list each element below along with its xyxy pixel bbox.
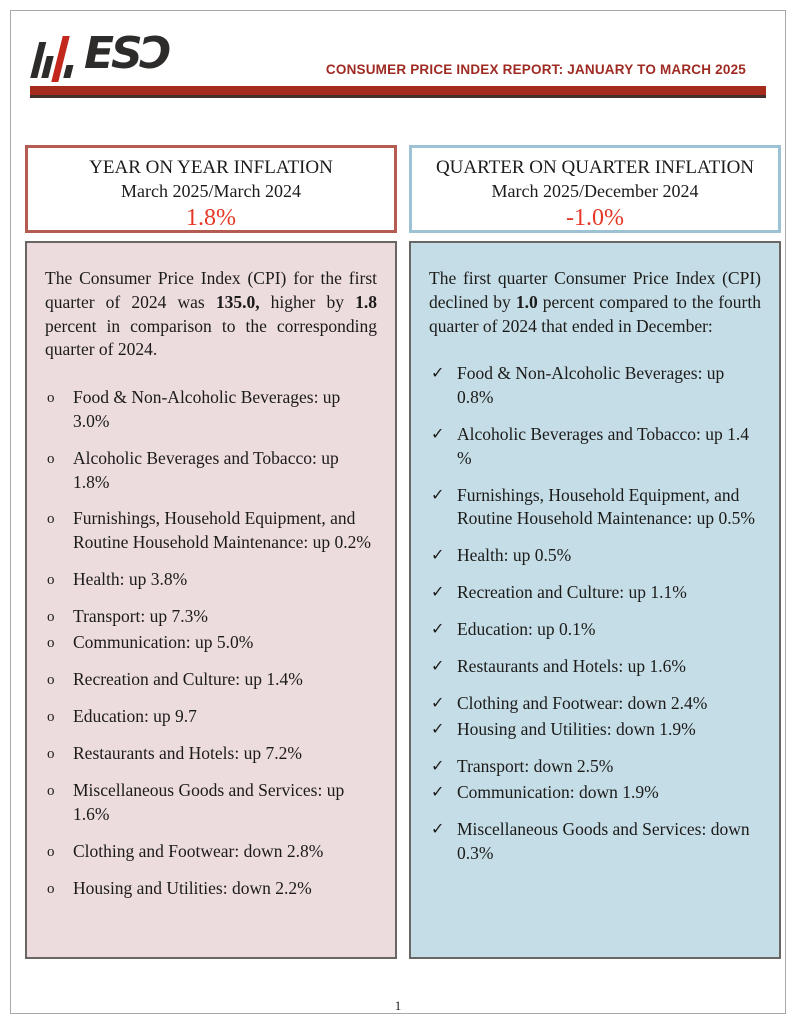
page-number: 1 bbox=[394, 998, 402, 1013]
category-item-text: Housing and Utilities: down 1.9% bbox=[457, 719, 696, 740]
circle-bullet-icon: o bbox=[47, 708, 55, 725]
category-list-item bbox=[431, 755, 763, 779]
report-title: CONSUMER PRICE INDEX REPORT: JANUARY TO MARCH 2025 bbox=[325, 62, 746, 77]
category-list-item bbox=[431, 692, 763, 716]
category-list-item bbox=[47, 568, 379, 592]
columns bbox=[25, 145, 781, 959]
category-item-text: Alcoholic Beverages and Tobacco: up 1.4 % bbox=[457, 423, 749, 468]
circle-bullet-icon: o bbox=[47, 571, 55, 588]
category-item-text: Miscellaneous Goods and Services: down 0.3% bbox=[457, 819, 750, 863]
quarter-on-quarter-title: QUARTER ON QUARTER INFLATION bbox=[435, 157, 755, 178]
year-on-year-headline-box bbox=[25, 145, 397, 233]
category-item-text: Restaurants and Hotels: up 7.2% bbox=[73, 742, 302, 763]
circle-bullet-icon: o bbox=[47, 390, 55, 407]
category-item-text: Furnishings, Household Equipment, and Routine Household Maintenance: up 0.2% bbox=[73, 508, 371, 553]
quarter-on-quarter-period: March 2025/December 2024 bbox=[491, 181, 699, 201]
checkmark-bullet-icon: ✓ bbox=[431, 695, 445, 713]
category-list-item bbox=[47, 779, 379, 827]
category-list-item bbox=[47, 877, 379, 901]
year-on-year-intro: The Consumer Price Index (CPI) for the first quarter of 2024 was 135.0, higher by 1.8 percent in comparison to the corresponding quarter of 2024. bbox=[45, 268, 377, 360]
circle-bullet-icon: o bbox=[47, 843, 55, 860]
checkmark-bullet-icon: ✓ bbox=[431, 621, 445, 639]
checkmark-bullet-icon: ✓ bbox=[431, 365, 445, 383]
category-item-text: Communication: up 5.0% bbox=[73, 631, 254, 652]
circle-bullet-icon: o bbox=[47, 450, 55, 467]
checkmark-bullet-icon: ✓ bbox=[431, 821, 445, 839]
category-item-text: Recreation and Culture: up 1.4% bbox=[73, 668, 303, 689]
circle-bullet-icon: o bbox=[47, 880, 55, 897]
checkmark-bullet-icon: ✓ bbox=[431, 721, 445, 739]
category-item-text: Miscellaneous Goods and Services: up 1.6% bbox=[73, 779, 345, 824]
category-item-text: Education: up 0.1% bbox=[457, 619, 596, 640]
category-item-text: Transport: down 2.5% bbox=[457, 756, 614, 777]
category-item-text: Furnishings, Household Equipment, and Routine Household Maintenance: up 0.5% bbox=[457, 484, 755, 529]
category-list-item bbox=[431, 423, 763, 471]
logo-text-o: Ɔ bbox=[139, 28, 170, 79]
category-list-item bbox=[47, 631, 379, 655]
year-on-year-title: YEAR ON YEAR INFLATION bbox=[89, 157, 333, 178]
category-list-item bbox=[431, 544, 763, 568]
category-list-item bbox=[47, 507, 379, 555]
category-list-item bbox=[47, 386, 379, 434]
checkmark-bullet-icon: ✓ bbox=[431, 658, 445, 676]
logo-text bbox=[84, 30, 169, 78]
category-list-item bbox=[431, 581, 763, 605]
circle-bullet-icon: o bbox=[47, 671, 55, 688]
quarter-on-quarter-category-list bbox=[427, 362, 763, 865]
category-item-text: Recreation and Culture: up 1.1% bbox=[457, 582, 687, 603]
category-item-text: Health: up 3.8% bbox=[73, 568, 188, 589]
year-on-year-value: 1.8% bbox=[186, 205, 236, 231]
category-list-item bbox=[47, 840, 379, 864]
checkmark-bullet-icon: ✓ bbox=[431, 784, 445, 802]
category-item-text: Alcoholic Beverages and Tobacco: up 1.8% bbox=[73, 447, 339, 492]
category-item-text: Transport: up 7.3% bbox=[73, 605, 208, 626]
eso-logo bbox=[36, 26, 169, 78]
quarter-on-quarter-column bbox=[409, 145, 781, 959]
category-list-item bbox=[431, 655, 763, 679]
logo-text-es: ES bbox=[84, 28, 140, 79]
quarter-on-quarter-value: -1.0% bbox=[566, 205, 624, 231]
category-item-text: Communication: down 1.9% bbox=[457, 782, 659, 803]
category-list-item bbox=[431, 781, 763, 805]
category-list-item bbox=[431, 484, 763, 532]
circle-bullet-icon: o bbox=[47, 745, 55, 762]
checkmark-bullet-icon: ✓ bbox=[431, 547, 445, 565]
year-on-year-period: March 2025/March 2024 bbox=[121, 181, 301, 201]
circle-bullet-icon: o bbox=[47, 511, 55, 528]
category-list-item bbox=[47, 705, 379, 729]
year-on-year-content-box bbox=[25, 241, 397, 959]
category-item-text: Education: up 9.7 bbox=[73, 705, 197, 726]
quarter-on-quarter-intro: The first quarter Consumer Price Index (CPI) declined by 1.0 percent compared to the fourth quarter of 2024 that ended in December: bbox=[429, 268, 761, 336]
category-item-text: Housing and Utilities: down 2.2% bbox=[73, 877, 312, 898]
checkmark-bullet-icon: ✓ bbox=[431, 584, 445, 602]
category-list-item bbox=[47, 447, 379, 495]
checkmark-bullet-icon: ✓ bbox=[431, 486, 445, 504]
logo-bar bbox=[63, 65, 73, 78]
circle-bullet-icon: o bbox=[47, 608, 55, 625]
checkmark-bullet-icon: ✓ bbox=[431, 758, 445, 776]
circle-bullet-icon: o bbox=[47, 634, 55, 651]
category-item-text: Clothing and Footwear: down 2.4% bbox=[457, 693, 708, 714]
category-list-item bbox=[431, 362, 763, 410]
category-list-item bbox=[47, 742, 379, 766]
category-list-item bbox=[47, 668, 379, 692]
category-item-text: Health: up 0.5% bbox=[457, 545, 572, 566]
category-item-text: Food & Non-Alcoholic Beverages: up 3.0% bbox=[73, 387, 341, 431]
header-divider bbox=[30, 86, 766, 98]
quarter-on-quarter-headline-box bbox=[409, 145, 781, 233]
category-item-text: Food & Non-Alcoholic Beverages: up 0.8% bbox=[457, 363, 725, 408]
category-list-item bbox=[431, 618, 763, 642]
category-item-text: Clothing and Footwear: down 2.8% bbox=[73, 840, 324, 861]
circle-bullet-icon: o bbox=[47, 782, 55, 799]
year-on-year-category-list bbox=[43, 386, 379, 900]
quarter-on-quarter-content-box bbox=[409, 241, 781, 959]
category-list-item bbox=[431, 718, 763, 742]
bar-chart-icon bbox=[30, 32, 81, 78]
checkmark-bullet-icon: ✓ bbox=[431, 425, 445, 443]
category-list-item bbox=[431, 818, 763, 866]
year-on-year-column bbox=[25, 145, 397, 959]
category-item-text: Restaurants and Hotels: up 1.6% bbox=[457, 656, 686, 677]
category-list-item bbox=[47, 605, 379, 629]
